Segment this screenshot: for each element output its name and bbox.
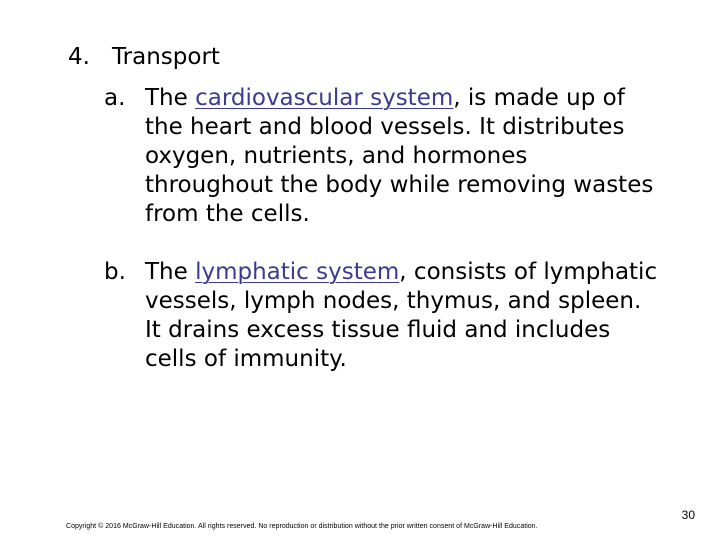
section-number: 4. (68, 44, 90, 70)
section-title: Transport (112, 44, 220, 70)
item-first-line (145, 258, 704, 287)
item-rest-text: , is made up of (453, 85, 625, 111)
copyright-notice: Copyright © 2016 McGraw-Hill Education. All rights reserved. No reproduction or distribution without the prior written consent of McGraw-Hill Education. (66, 523, 538, 530)
cardiovascular-system-link[interactable]: cardiovascular system (195, 85, 454, 111)
item-line: oxygen, nutrients, and hormones (145, 143, 528, 169)
item-line: cells of immunity. (145, 346, 347, 372)
item-first-line (145, 84, 704, 113)
item-line: throughout the body while removing wastes (145, 172, 654, 198)
list-marker: a. (104, 85, 126, 111)
list-item-lymphatic (104, 258, 704, 374)
item-line: from the cells. (145, 201, 310, 227)
section-heading (68, 43, 220, 72)
item-lead-text: The (145, 85, 196, 111)
lymphatic-system-link[interactable]: lymphatic system (195, 259, 400, 285)
item-rest-text: , consists of lymphatic (399, 259, 658, 285)
page-number: 30 (681, 508, 695, 522)
list-marker: b. (104, 259, 126, 285)
item-line: vessels, lymph nodes, thymus, and spleen. (145, 288, 642, 314)
item-line: the heart and blood vessels. It distributes (145, 114, 625, 140)
list-item-cardiovascular (104, 84, 704, 229)
item-lead-text: The (145, 259, 196, 285)
item-line: It drains excess tissue fluid and includes (145, 317, 611, 343)
